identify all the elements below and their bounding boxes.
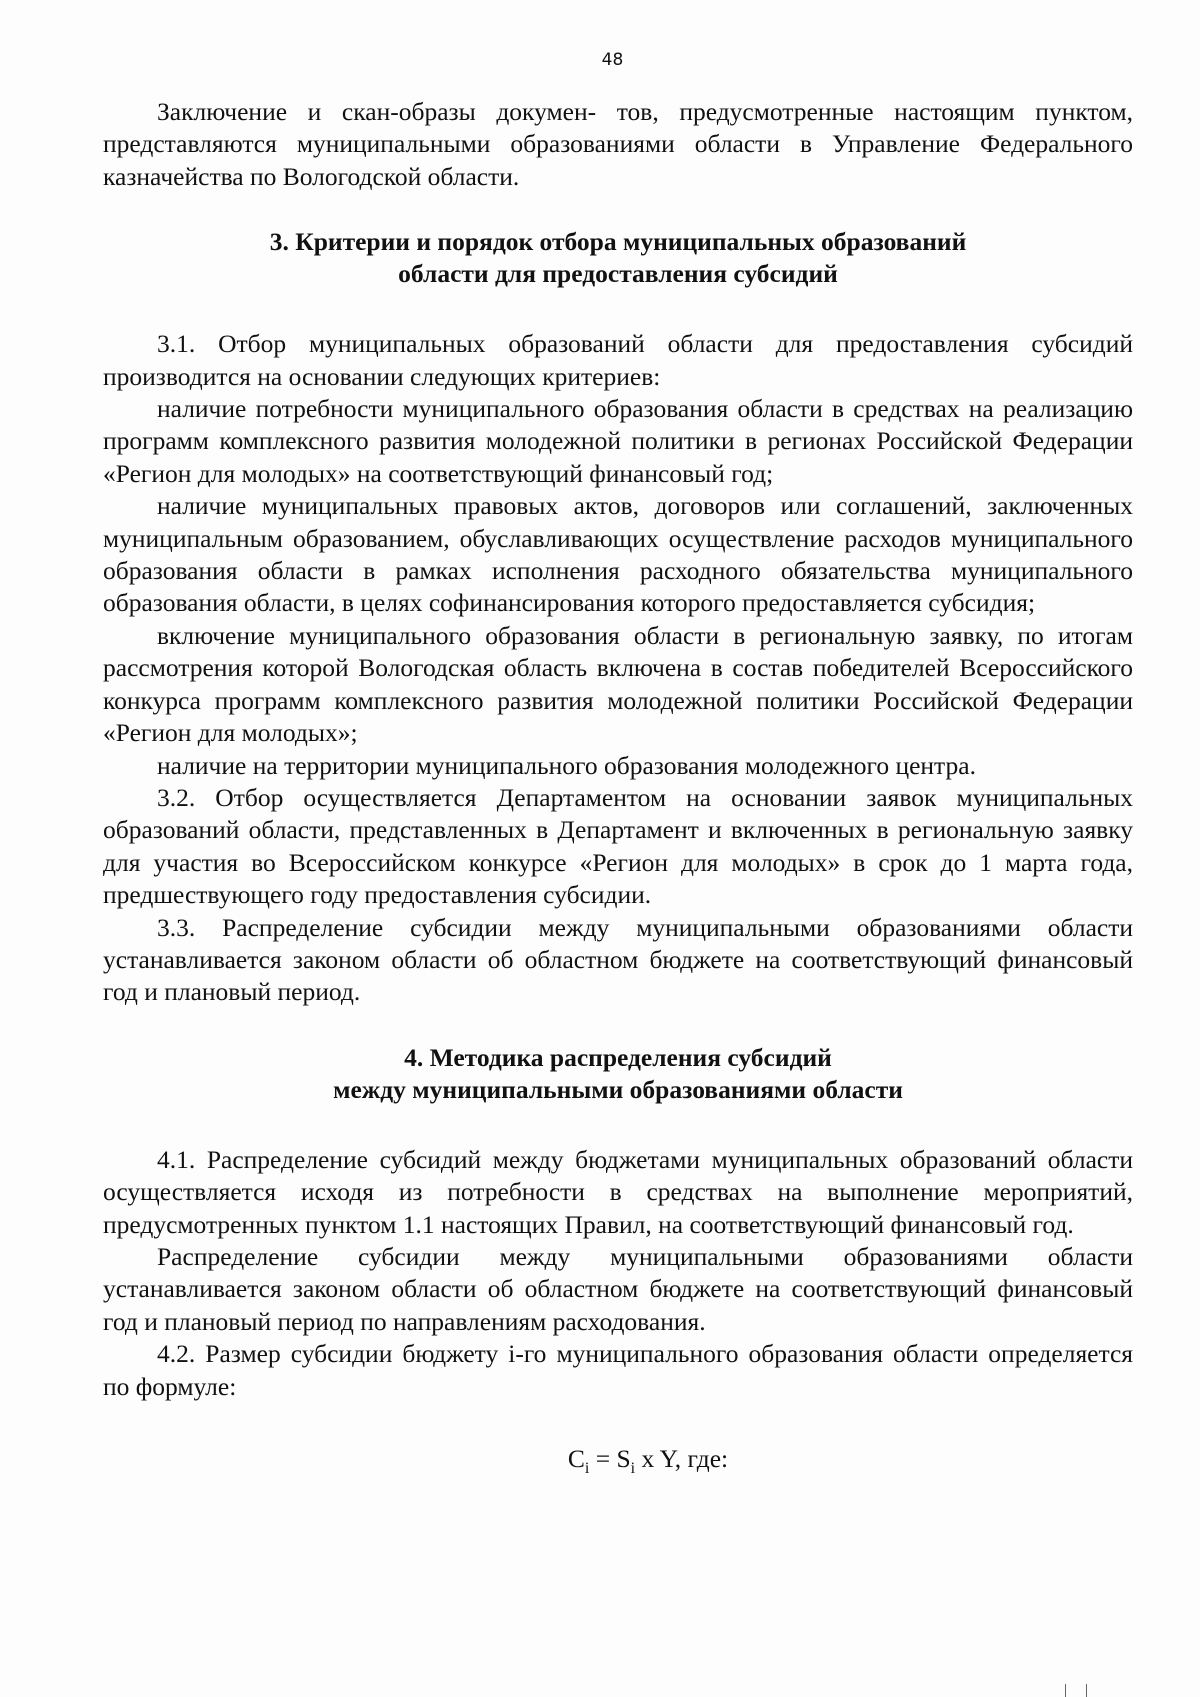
formula-s-subscript: i (630, 1460, 636, 1478)
scan-edge-mark (1065, 1684, 1087, 1697)
intro-paragraph: Заключение и скан-образы докумен- тов, предусмотренные настоящим пунктом, представляются муниципальными образованиями области в Управление Федерального казначейства по Вологодской области. (103, 97, 1133, 191)
section-4-heading-line2: между муниципальными образованиями области (333, 1074, 903, 1104)
section-4-heading (103, 1042, 1133, 1106)
criterion-regional-application: включение муниципального образования области в региональную заявку, по итогам рассмотрения которой Вологодская область включена в состав победителей Всероссийского конкурса программ комплексного развития молодежной политики Российской Федерации «Регион для молодых»; (103, 620, 1133, 748)
paragraph-4-1: 4.1. Распределение субсидий между бюджетами муниципальных образований области осуществляется исходя из потребности в средствах на выполнение мероприятий, предусмотренных пунктом 1.1 настоящих Правил, на соответствующий финансовый год. (103, 1144, 1133, 1239)
paragraph-3-1: 3.1. Отбор муниципальных образований области для предоставления субсидий производится на основании следующих критериев: (103, 329, 1133, 391)
criterion-youth-center: наличие на территории муниципального образования молодежного центра. (157, 750, 976, 780)
paragraph-4-1-distribution: Распределение субсидии между муниципальными образованиями области устанавливается законом области об областном бюджете на соответствующий финансовый год и плановый период по направлениям расходования. (103, 1241, 1133, 1336)
page-number: 48 (601, 50, 624, 70)
criterion-need: наличие потребности муниципального образования области в средствах на реализацию программ комплексного развития молодежной политики в регионах Российской Федерации «Регион для молодых» на соответствующий финансовый год; (103, 394, 1133, 488)
section-3-heading-line2: области для предоставления субсидий (398, 259, 838, 289)
paragraph-4-2: 4.2. Размер субсидии бюджету i-го муниципального образования области определяется по формуле: (103, 1339, 1133, 1401)
section-4-heading-line1: 4. Методика распределения субсидий (404, 1042, 832, 1072)
subsidy-formula (103, 1443, 1133, 1478)
formula-rest: x Y, где: (635, 1444, 729, 1473)
document-body (103, 96, 1133, 1478)
criterion-legal-acts: наличие муниципальных правовых актов, договоров или соглашений, заключенных муниципальным образованием, обуславливающих осуществление расходов муниципального образования области в рамках исполнения расходного обязательства муниципального образования области, в целях софинансирования которого предоставляется субсидия; (103, 491, 1133, 618)
paragraph-3-3: 3.3. Распределение субсидии между муниципальными образованиями области устанавливается законом области об областном бюджете на соответствующий финансовый год и плановый период. (103, 912, 1133, 1007)
formula-c: C (567, 1444, 585, 1473)
section-3-heading (103, 226, 1133, 290)
section-3-heading-line1: 3. Критерии и порядок отбора муниципальных образований (269, 227, 967, 257)
formula-c-subscript: i (584, 1460, 590, 1478)
formula-s: S (616, 1444, 631, 1473)
formula-equals: = (589, 1444, 617, 1473)
paragraph-3-2: 3.2. Отбор осуществляется Департаментом на основании заявок муниципальных образований области, представленных в Департамент и включенных в региональную заявку для участия во Всероссийском конкурсе «Регион для молодых» в срок до 1 марта года, предшествующего году предоставления субсидии. (103, 782, 1133, 910)
